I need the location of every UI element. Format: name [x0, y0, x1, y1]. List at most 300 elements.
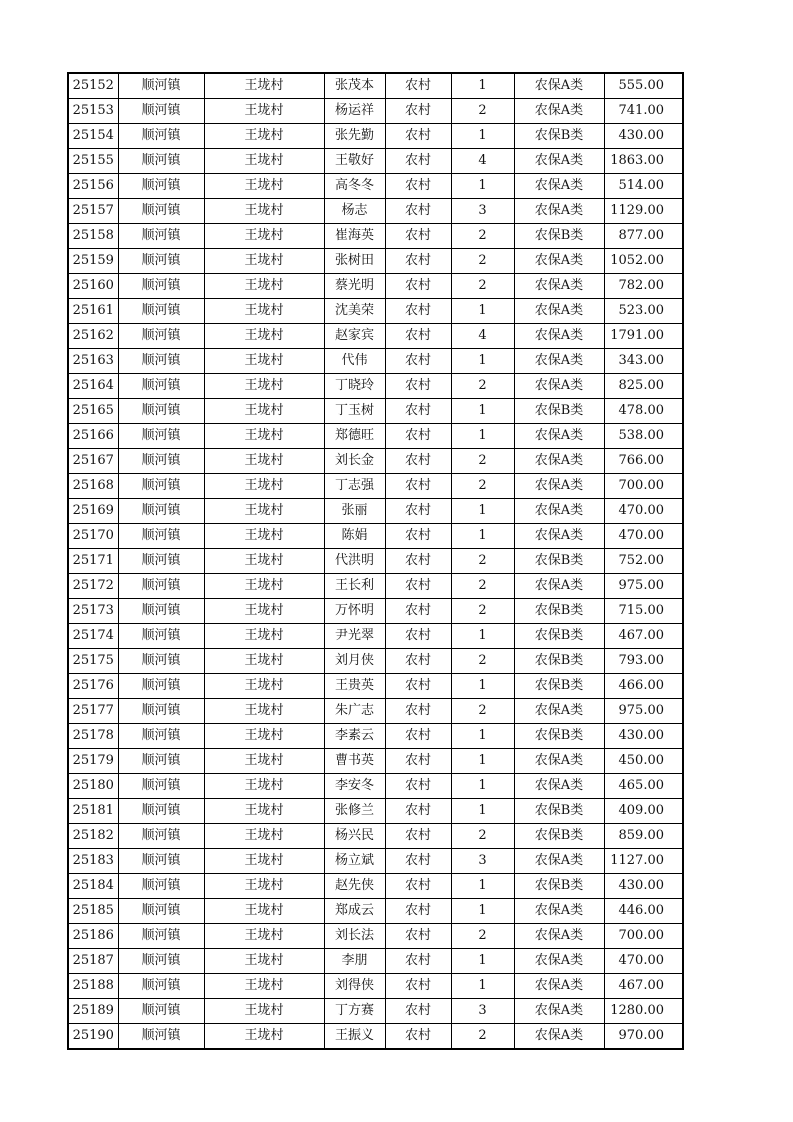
- table-row: [68, 749, 683, 774]
- cell-id: 25165: [68, 399, 118, 424]
- table-row: [68, 724, 683, 749]
- cell-household-type: 农村: [385, 374, 451, 399]
- cell-town: 顺河镇: [118, 749, 204, 774]
- cell-member-count: 1: [451, 749, 514, 774]
- table-row: [68, 999, 683, 1024]
- cell-id: 25189: [68, 999, 118, 1024]
- cell-category: 农保A类: [514, 899, 604, 924]
- table-row: [68, 499, 683, 524]
- table-row: [68, 949, 683, 974]
- cell-category: 农保B类: [514, 674, 604, 699]
- cell-category: 农保A类: [514, 699, 604, 724]
- cell-amount: 514.00: [604, 174, 683, 199]
- table-row: [68, 674, 683, 699]
- cell-amount: 478.00: [604, 399, 683, 424]
- cell-household-type: 农村: [385, 724, 451, 749]
- cell-id: 25159: [68, 249, 118, 274]
- cell-id: 25163: [68, 349, 118, 374]
- cell-id: 25187: [68, 949, 118, 974]
- cell-category: 农保A类: [514, 999, 604, 1024]
- subsidy-table: [67, 72, 684, 1050]
- cell-amount: 975.00: [604, 574, 683, 599]
- cell-amount: 467.00: [604, 624, 683, 649]
- cell-village: 王垅村: [204, 724, 324, 749]
- cell-household-type: 农村: [385, 99, 451, 124]
- cell-category: 农保A类: [514, 424, 604, 449]
- table-row: [68, 449, 683, 474]
- cell-household-type: 农村: [385, 749, 451, 774]
- cell-name: 杨志: [324, 199, 385, 224]
- cell-id: 25186: [68, 924, 118, 949]
- cell-village: 王垅村: [204, 949, 324, 974]
- cell-name: 丁玉树: [324, 399, 385, 424]
- cell-name: 高冬冬: [324, 174, 385, 199]
- cell-member-count: 2: [451, 574, 514, 599]
- cell-name: 郑德旺: [324, 424, 385, 449]
- table-row: [68, 524, 683, 549]
- cell-village: 王垅村: [204, 774, 324, 799]
- cell-household-type: 农村: [385, 274, 451, 299]
- cell-amount: 741.00: [604, 99, 683, 124]
- cell-id: 25164: [68, 374, 118, 399]
- cell-category: 农保A类: [514, 949, 604, 974]
- cell-id: 25176: [68, 674, 118, 699]
- cell-amount: 538.00: [604, 424, 683, 449]
- cell-household-type: 农村: [385, 324, 451, 349]
- cell-name: 刘月侠: [324, 649, 385, 674]
- cell-amount: 555.00: [604, 73, 683, 99]
- cell-category: 农保A类: [514, 449, 604, 474]
- table-row: [68, 349, 683, 374]
- cell-town: 顺河镇: [118, 149, 204, 174]
- cell-village: 王垅村: [204, 499, 324, 524]
- cell-household-type: 农村: [385, 1024, 451, 1050]
- cell-member-count: 1: [451, 424, 514, 449]
- cell-category: 农保B类: [514, 124, 604, 149]
- cell-household-type: 农村: [385, 499, 451, 524]
- cell-household-type: 农村: [385, 874, 451, 899]
- cell-name: 刘得侠: [324, 974, 385, 999]
- cell-id: 25156: [68, 174, 118, 199]
- cell-town: 顺河镇: [118, 249, 204, 274]
- cell-category: 农保B类: [514, 224, 604, 249]
- table-row: [68, 549, 683, 574]
- cell-household-type: 农村: [385, 424, 451, 449]
- cell-name: 王长利: [324, 574, 385, 599]
- cell-member-count: 2: [451, 224, 514, 249]
- cell-village: 王垅村: [204, 974, 324, 999]
- cell-id: 25169: [68, 499, 118, 524]
- cell-id: 25171: [68, 549, 118, 574]
- cell-id: 25179: [68, 749, 118, 774]
- cell-town: 顺河镇: [118, 174, 204, 199]
- cell-household-type: 农村: [385, 574, 451, 599]
- cell-town: 顺河镇: [118, 349, 204, 374]
- cell-category: 农保A类: [514, 574, 604, 599]
- cell-member-count: 2: [451, 1024, 514, 1050]
- table-row: [68, 649, 683, 674]
- cell-village: 王垅村: [204, 549, 324, 574]
- cell-name: 张先勤: [324, 124, 385, 149]
- cell-amount: 715.00: [604, 599, 683, 624]
- cell-category: 农保A类: [514, 324, 604, 349]
- cell-amount: 975.00: [604, 699, 683, 724]
- cell-village: 王垅村: [204, 524, 324, 549]
- cell-name: 代伟: [324, 349, 385, 374]
- cell-name: 王振义: [324, 1024, 385, 1050]
- cell-amount: 700.00: [604, 474, 683, 499]
- cell-member-count: 1: [451, 124, 514, 149]
- cell-town: 顺河镇: [118, 699, 204, 724]
- cell-member-count: 2: [451, 474, 514, 499]
- table-row: [68, 324, 683, 349]
- cell-village: 王垅村: [204, 474, 324, 499]
- cell-household-type: 农村: [385, 73, 451, 99]
- cell-town: 顺河镇: [118, 124, 204, 149]
- cell-id: 25167: [68, 449, 118, 474]
- cell-id: 25188: [68, 974, 118, 999]
- cell-category: 农保A类: [514, 199, 604, 224]
- cell-id: 25170: [68, 524, 118, 549]
- cell-name: 郑成云: [324, 899, 385, 924]
- cell-village: 王垅村: [204, 674, 324, 699]
- table-row: [68, 399, 683, 424]
- cell-town: 顺河镇: [118, 1024, 204, 1050]
- cell-town: 顺河镇: [118, 199, 204, 224]
- cell-member-count: 1: [451, 524, 514, 549]
- cell-category: 农保A类: [514, 524, 604, 549]
- cell-household-type: 农村: [385, 349, 451, 374]
- cell-id: 25174: [68, 624, 118, 649]
- cell-name: 万怀明: [324, 599, 385, 624]
- cell-member-count: 1: [451, 874, 514, 899]
- cell-name: 王贵英: [324, 674, 385, 699]
- cell-household-type: 农村: [385, 149, 451, 174]
- cell-village: 王垅村: [204, 399, 324, 424]
- cell-amount: 766.00: [604, 449, 683, 474]
- cell-village: 王垅村: [204, 699, 324, 724]
- cell-village: 王垅村: [204, 174, 324, 199]
- cell-member-count: 3: [451, 849, 514, 874]
- cell-amount: 752.00: [604, 549, 683, 574]
- cell-category: 农保A类: [514, 299, 604, 324]
- cell-name: 陈娟: [324, 524, 385, 549]
- cell-category: 农保B类: [514, 599, 604, 624]
- cell-id: 25153: [68, 99, 118, 124]
- cell-village: 王垅村: [204, 274, 324, 299]
- cell-name: 张修兰: [324, 799, 385, 824]
- cell-member-count: 1: [451, 724, 514, 749]
- cell-amount: 470.00: [604, 524, 683, 549]
- cell-member-count: 2: [451, 649, 514, 674]
- cell-id: 25152: [68, 73, 118, 99]
- cell-town: 顺河镇: [118, 274, 204, 299]
- cell-household-type: 农村: [385, 824, 451, 849]
- cell-name: 张树田: [324, 249, 385, 274]
- cell-village: 王垅村: [204, 849, 324, 874]
- table-row: [68, 199, 683, 224]
- cell-town: 顺河镇: [118, 874, 204, 899]
- cell-category: 农保B类: [514, 649, 604, 674]
- cell-member-count: 2: [451, 374, 514, 399]
- cell-id: 25185: [68, 899, 118, 924]
- cell-village: 王垅村: [204, 624, 324, 649]
- cell-village: 王垅村: [204, 924, 324, 949]
- cell-category: 农保B类: [514, 874, 604, 899]
- cell-household-type: 农村: [385, 624, 451, 649]
- cell-category: 农保B类: [514, 549, 604, 574]
- cell-member-count: 3: [451, 199, 514, 224]
- cell-town: 顺河镇: [118, 849, 204, 874]
- cell-member-count: 2: [451, 99, 514, 124]
- cell-amount: 1129.00: [604, 199, 683, 224]
- cell-name: 丁志强: [324, 474, 385, 499]
- cell-village: 王垅村: [204, 899, 324, 924]
- cell-village: 王垅村: [204, 349, 324, 374]
- cell-amount: 466.00: [604, 674, 683, 699]
- cell-amount: 1127.00: [604, 849, 683, 874]
- cell-village: 王垅村: [204, 599, 324, 624]
- cell-member-count: 1: [451, 974, 514, 999]
- table-row: [68, 224, 683, 249]
- cell-name: 尹光翠: [324, 624, 385, 649]
- cell-name: 丁晓玲: [324, 374, 385, 399]
- cell-amount: 700.00: [604, 924, 683, 949]
- cell-amount: 793.00: [604, 649, 683, 674]
- cell-category: 农保A类: [514, 1024, 604, 1050]
- cell-household-type: 农村: [385, 699, 451, 724]
- cell-member-count: 4: [451, 324, 514, 349]
- cell-household-type: 农村: [385, 249, 451, 274]
- cell-id: 25173: [68, 599, 118, 624]
- cell-household-type: 农村: [385, 174, 451, 199]
- cell-name: 李朋: [324, 949, 385, 974]
- cell-household-type: 农村: [385, 999, 451, 1024]
- cell-name: 赵家宾: [324, 324, 385, 349]
- cell-amount: 430.00: [604, 124, 683, 149]
- cell-category: 农保B类: [514, 824, 604, 849]
- table-row: [68, 849, 683, 874]
- cell-town: 顺河镇: [118, 474, 204, 499]
- cell-household-type: 农村: [385, 649, 451, 674]
- cell-household-type: 农村: [385, 924, 451, 949]
- cell-id: 25160: [68, 274, 118, 299]
- cell-household-type: 农村: [385, 474, 451, 499]
- cell-category: 农保A类: [514, 974, 604, 999]
- table-row: [68, 874, 683, 899]
- cell-town: 顺河镇: [118, 949, 204, 974]
- cell-id: 25184: [68, 874, 118, 899]
- cell-category: 农保A类: [514, 99, 604, 124]
- cell-category: 农保B类: [514, 399, 604, 424]
- cell-name: 曹书英: [324, 749, 385, 774]
- cell-category: 农保B类: [514, 724, 604, 749]
- cell-member-count: 2: [451, 599, 514, 624]
- cell-member-count: 2: [451, 449, 514, 474]
- cell-member-count: 2: [451, 824, 514, 849]
- cell-member-count: 3: [451, 999, 514, 1024]
- cell-town: 顺河镇: [118, 799, 204, 824]
- cell-village: 王垅村: [204, 824, 324, 849]
- table-row: [68, 474, 683, 499]
- cell-member-count: 1: [451, 399, 514, 424]
- cell-category: 农保A类: [514, 749, 604, 774]
- cell-name: 刘长法: [324, 924, 385, 949]
- table-row: [68, 149, 683, 174]
- cell-category: 农保A类: [514, 924, 604, 949]
- cell-village: 王垅村: [204, 324, 324, 349]
- cell-amount: 523.00: [604, 299, 683, 324]
- cell-village: 王垅村: [204, 999, 324, 1024]
- cell-village: 王垅村: [204, 99, 324, 124]
- cell-amount: 859.00: [604, 824, 683, 849]
- cell-village: 王垅村: [204, 1024, 324, 1050]
- cell-category: 农保A类: [514, 149, 604, 174]
- cell-town: 顺河镇: [118, 649, 204, 674]
- cell-amount: 465.00: [604, 774, 683, 799]
- cell-village: 王垅村: [204, 124, 324, 149]
- cell-amount: 470.00: [604, 499, 683, 524]
- cell-town: 顺河镇: [118, 574, 204, 599]
- cell-member-count: 2: [451, 549, 514, 574]
- cell-member-count: 1: [451, 899, 514, 924]
- cell-village: 王垅村: [204, 199, 324, 224]
- cell-id: 25175: [68, 649, 118, 674]
- cell-household-type: 农村: [385, 974, 451, 999]
- table-row: [68, 699, 683, 724]
- cell-category: 农保A类: [514, 249, 604, 274]
- cell-household-type: 农村: [385, 199, 451, 224]
- cell-member-count: 1: [451, 299, 514, 324]
- cell-town: 顺河镇: [118, 224, 204, 249]
- cell-amount: 343.00: [604, 349, 683, 374]
- table-row: [68, 574, 683, 599]
- cell-category: 农保A类: [514, 374, 604, 399]
- cell-amount: 1280.00: [604, 999, 683, 1024]
- cell-household-type: 农村: [385, 949, 451, 974]
- cell-name: 李素云: [324, 724, 385, 749]
- cell-category: 农保A类: [514, 474, 604, 499]
- cell-amount: 782.00: [604, 274, 683, 299]
- cell-amount: 970.00: [604, 1024, 683, 1050]
- cell-member-count: 4: [451, 149, 514, 174]
- cell-category: 农保A类: [514, 73, 604, 99]
- table-row: [68, 599, 683, 624]
- table-row: [68, 924, 683, 949]
- table-row: [68, 824, 683, 849]
- cell-town: 顺河镇: [118, 399, 204, 424]
- cell-amount: 1052.00: [604, 249, 683, 274]
- cell-name: 张茂本: [324, 73, 385, 99]
- cell-member-count: 1: [451, 949, 514, 974]
- cell-town: 顺河镇: [118, 499, 204, 524]
- cell-id: 25178: [68, 724, 118, 749]
- cell-member-count: 2: [451, 699, 514, 724]
- cell-town: 顺河镇: [118, 724, 204, 749]
- table-row: [68, 1024, 683, 1050]
- table-row: [68, 799, 683, 824]
- table-row: [68, 899, 683, 924]
- cell-id: 25161: [68, 299, 118, 324]
- cell-member-count: 1: [451, 774, 514, 799]
- cell-amount: 430.00: [604, 874, 683, 899]
- cell-member-count: 1: [451, 624, 514, 649]
- cell-household-type: 农村: [385, 124, 451, 149]
- cell-id: 25166: [68, 424, 118, 449]
- cell-town: 顺河镇: [118, 899, 204, 924]
- cell-name: 赵先侠: [324, 874, 385, 899]
- cell-category: 农保B类: [514, 624, 604, 649]
- cell-village: 王垅村: [204, 874, 324, 899]
- cell-household-type: 农村: [385, 224, 451, 249]
- cell-town: 顺河镇: [118, 824, 204, 849]
- table-body: [68, 73, 683, 1049]
- cell-amount: 467.00: [604, 974, 683, 999]
- cell-town: 顺河镇: [118, 424, 204, 449]
- cell-amount: 1791.00: [604, 324, 683, 349]
- cell-category: 农保A类: [514, 174, 604, 199]
- cell-id: 25154: [68, 124, 118, 149]
- cell-town: 顺河镇: [118, 599, 204, 624]
- cell-category: 农保A类: [514, 849, 604, 874]
- cell-town: 顺河镇: [118, 324, 204, 349]
- cell-category: 农保A类: [514, 499, 604, 524]
- cell-name: 杨立斌: [324, 849, 385, 874]
- cell-name: 代洪明: [324, 549, 385, 574]
- cell-category: 农保A类: [514, 774, 604, 799]
- cell-village: 王垅村: [204, 299, 324, 324]
- table-row: [68, 424, 683, 449]
- cell-id: 25158: [68, 224, 118, 249]
- cell-town: 顺河镇: [118, 924, 204, 949]
- cell-village: 王垅村: [204, 149, 324, 174]
- cell-id: 25157: [68, 199, 118, 224]
- cell-town: 顺河镇: [118, 73, 204, 99]
- cell-town: 顺河镇: [118, 549, 204, 574]
- cell-town: 顺河镇: [118, 674, 204, 699]
- cell-name: 朱广志: [324, 699, 385, 724]
- cell-amount: 470.00: [604, 949, 683, 974]
- cell-id: 25190: [68, 1024, 118, 1050]
- cell-id: 25177: [68, 699, 118, 724]
- cell-town: 顺河镇: [118, 524, 204, 549]
- cell-id: 25183: [68, 849, 118, 874]
- cell-household-type: 农村: [385, 774, 451, 799]
- cell-amount: 446.00: [604, 899, 683, 924]
- cell-village: 王垅村: [204, 249, 324, 274]
- cell-member-count: 2: [451, 274, 514, 299]
- cell-town: 顺河镇: [118, 99, 204, 124]
- cell-household-type: 农村: [385, 799, 451, 824]
- cell-household-type: 农村: [385, 849, 451, 874]
- cell-amount: 1863.00: [604, 149, 683, 174]
- cell-village: 王垅村: [204, 374, 324, 399]
- cell-category: 农保A类: [514, 349, 604, 374]
- table-row: [68, 99, 683, 124]
- cell-id: 25155: [68, 149, 118, 174]
- cell-village: 王垅村: [204, 799, 324, 824]
- cell-member-count: 1: [451, 499, 514, 524]
- cell-amount: 825.00: [604, 374, 683, 399]
- cell-member-count: 1: [451, 674, 514, 699]
- cell-household-type: 农村: [385, 899, 451, 924]
- cell-name: 李安冬: [324, 774, 385, 799]
- cell-category: 农保B类: [514, 799, 604, 824]
- cell-category: 农保A类: [514, 274, 604, 299]
- cell-household-type: 农村: [385, 549, 451, 574]
- cell-name: 沈美荣: [324, 299, 385, 324]
- cell-name: 丁方赛: [324, 999, 385, 1024]
